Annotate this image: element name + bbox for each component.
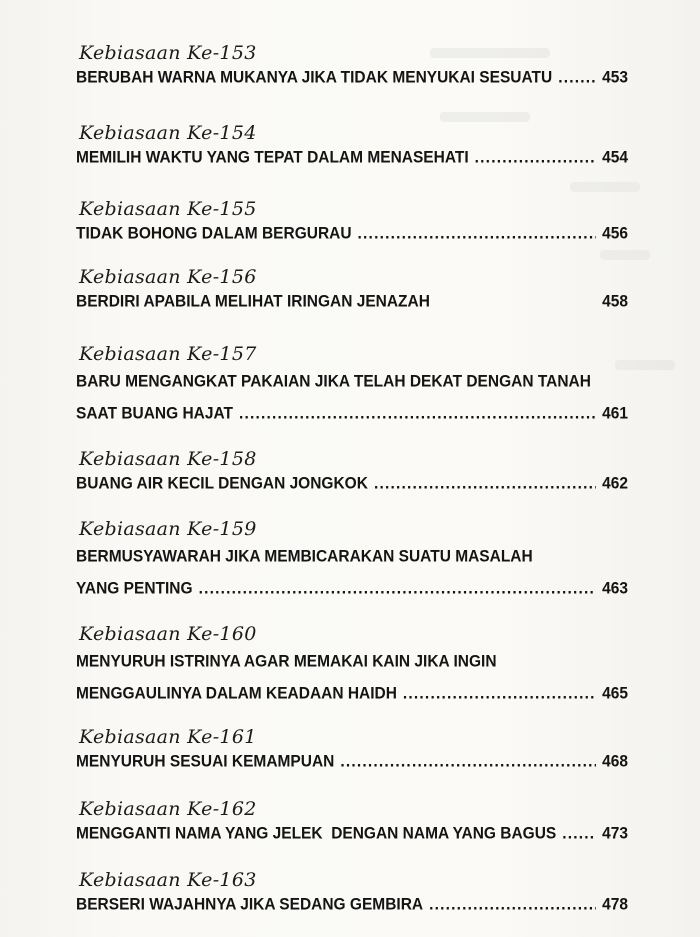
- entry-title: TIDAK BOHONG DALAM BERGURAU: [76, 224, 352, 243]
- entry-title: BERMUSYAWARAH JIKA MEMBICARAKAN SUATU MASALAH: [76, 547, 533, 566]
- entry-title-line: [76, 647, 628, 677]
- entry-title-line: [76, 63, 628, 93]
- entry-title-line: [76, 542, 628, 572]
- entry-heading: Kebiasaan Ke-158: [79, 448, 257, 470]
- entry-title: MENGGANTI NAMA YANG JELEK DENGAN NAMA YANG BAGUS: [76, 824, 557, 843]
- dot-leader: [239, 399, 596, 429]
- entry-title-line: [76, 219, 628, 249]
- dot-leader: [403, 679, 596, 709]
- toc-entry: [76, 798, 628, 848]
- toc-entry: [76, 343, 628, 428]
- entry-heading: Kebiasaan Ke-155: [79, 198, 257, 220]
- page-number: 458: [602, 292, 628, 311]
- toc-entry: [76, 726, 628, 776]
- page-number: 454: [602, 148, 628, 167]
- show-through-smudge: [600, 250, 650, 260]
- entry-title-line: [76, 469, 628, 499]
- entry-title-line: [76, 679, 628, 709]
- entry-title-line: [76, 890, 628, 920]
- entry-title-line: [76, 143, 628, 173]
- entry-title: BUANG AIR KECIL DENGAN JONGKOK: [76, 474, 368, 493]
- entry-heading: Kebiasaan Ke-154: [79, 122, 257, 144]
- entry-title: SAAT BUANG HAJAT: [76, 404, 234, 423]
- entry-title: MENYURUH ISTRINYA AGAR MEMAKAI KAIN JIKA INGIN: [76, 652, 497, 671]
- page-number: 461: [602, 404, 628, 423]
- dot-leader: [374, 469, 596, 499]
- entry-title: BARU MENGANGKAT PAKAIAN JIKA TELAH DEKAT DENGAN TANAH: [76, 372, 591, 391]
- entry-heading: Kebiasaan Ke-153: [79, 42, 257, 64]
- dot-leader: [358, 219, 597, 249]
- entry-title: BERDIRI APABILA MELIHAT IRINGAN JENAZAH: [76, 292, 430, 311]
- page-number: 453: [602, 68, 628, 87]
- entry-title: MEMILIH WAKTU YANG TEPAT DALAM MENASEHATI: [76, 148, 469, 167]
- dot-leader: [199, 574, 597, 604]
- toc-entry: [76, 266, 628, 316]
- entry-title: BERUBAH WARNA MUKANYA JIKA TIDAK MENYUKAI SESUATU: [76, 68, 553, 87]
- page-number: 463: [602, 579, 628, 598]
- show-through-smudge: [440, 112, 530, 122]
- entry-heading: Kebiasaan Ke-161: [79, 726, 257, 748]
- entry-heading: Kebiasaan Ke-157: [79, 343, 257, 365]
- dot-leader: [558, 63, 596, 93]
- dot-leader: [475, 143, 596, 173]
- entry-title: MENGGAULINYA DALAM KEADAAN HAIDH: [76, 684, 397, 703]
- entry-title-line: [76, 574, 628, 604]
- page-number: 456: [602, 224, 628, 243]
- page-number: 465: [602, 684, 628, 703]
- entry-heading: Kebiasaan Ke-156: [79, 266, 257, 288]
- toc-entry: [76, 448, 628, 498]
- entry-title-line: [76, 287, 628, 317]
- dot-leader: [340, 747, 596, 777]
- entry-heading: Kebiasaan Ke-163: [79, 869, 257, 891]
- dot-leader: [429, 890, 596, 920]
- entry-title-line: [76, 399, 628, 429]
- entry-title: BERSERI WAJAHNYA JIKA SEDANG GEMBIRA: [76, 895, 424, 914]
- page-number: 473: [602, 824, 628, 843]
- entry-heading: Kebiasaan Ke-159: [79, 518, 257, 540]
- entry-title-line: [76, 747, 628, 777]
- dot-leader: [562, 819, 596, 849]
- toc-entry: [76, 122, 628, 172]
- entry-title: MENYURUH SESUAI KEMAMPUAN: [76, 752, 335, 771]
- toc-entry: [76, 198, 628, 248]
- toc-entry: [76, 623, 628, 708]
- page-number: 462: [602, 474, 628, 493]
- entry-title: YANG PENTING: [76, 579, 193, 598]
- toc-entry: [76, 869, 628, 919]
- toc-entry: [76, 42, 628, 92]
- page-number: 468: [602, 752, 628, 771]
- toc-entry: [76, 518, 628, 603]
- entry-title-line: [76, 819, 628, 849]
- entry-heading: Kebiasaan Ke-162: [79, 798, 257, 820]
- show-through-smudge: [570, 182, 640, 192]
- page-number: 478: [602, 895, 628, 914]
- entry-title-line: [76, 367, 628, 397]
- entry-heading: Kebiasaan Ke-160: [79, 623, 257, 645]
